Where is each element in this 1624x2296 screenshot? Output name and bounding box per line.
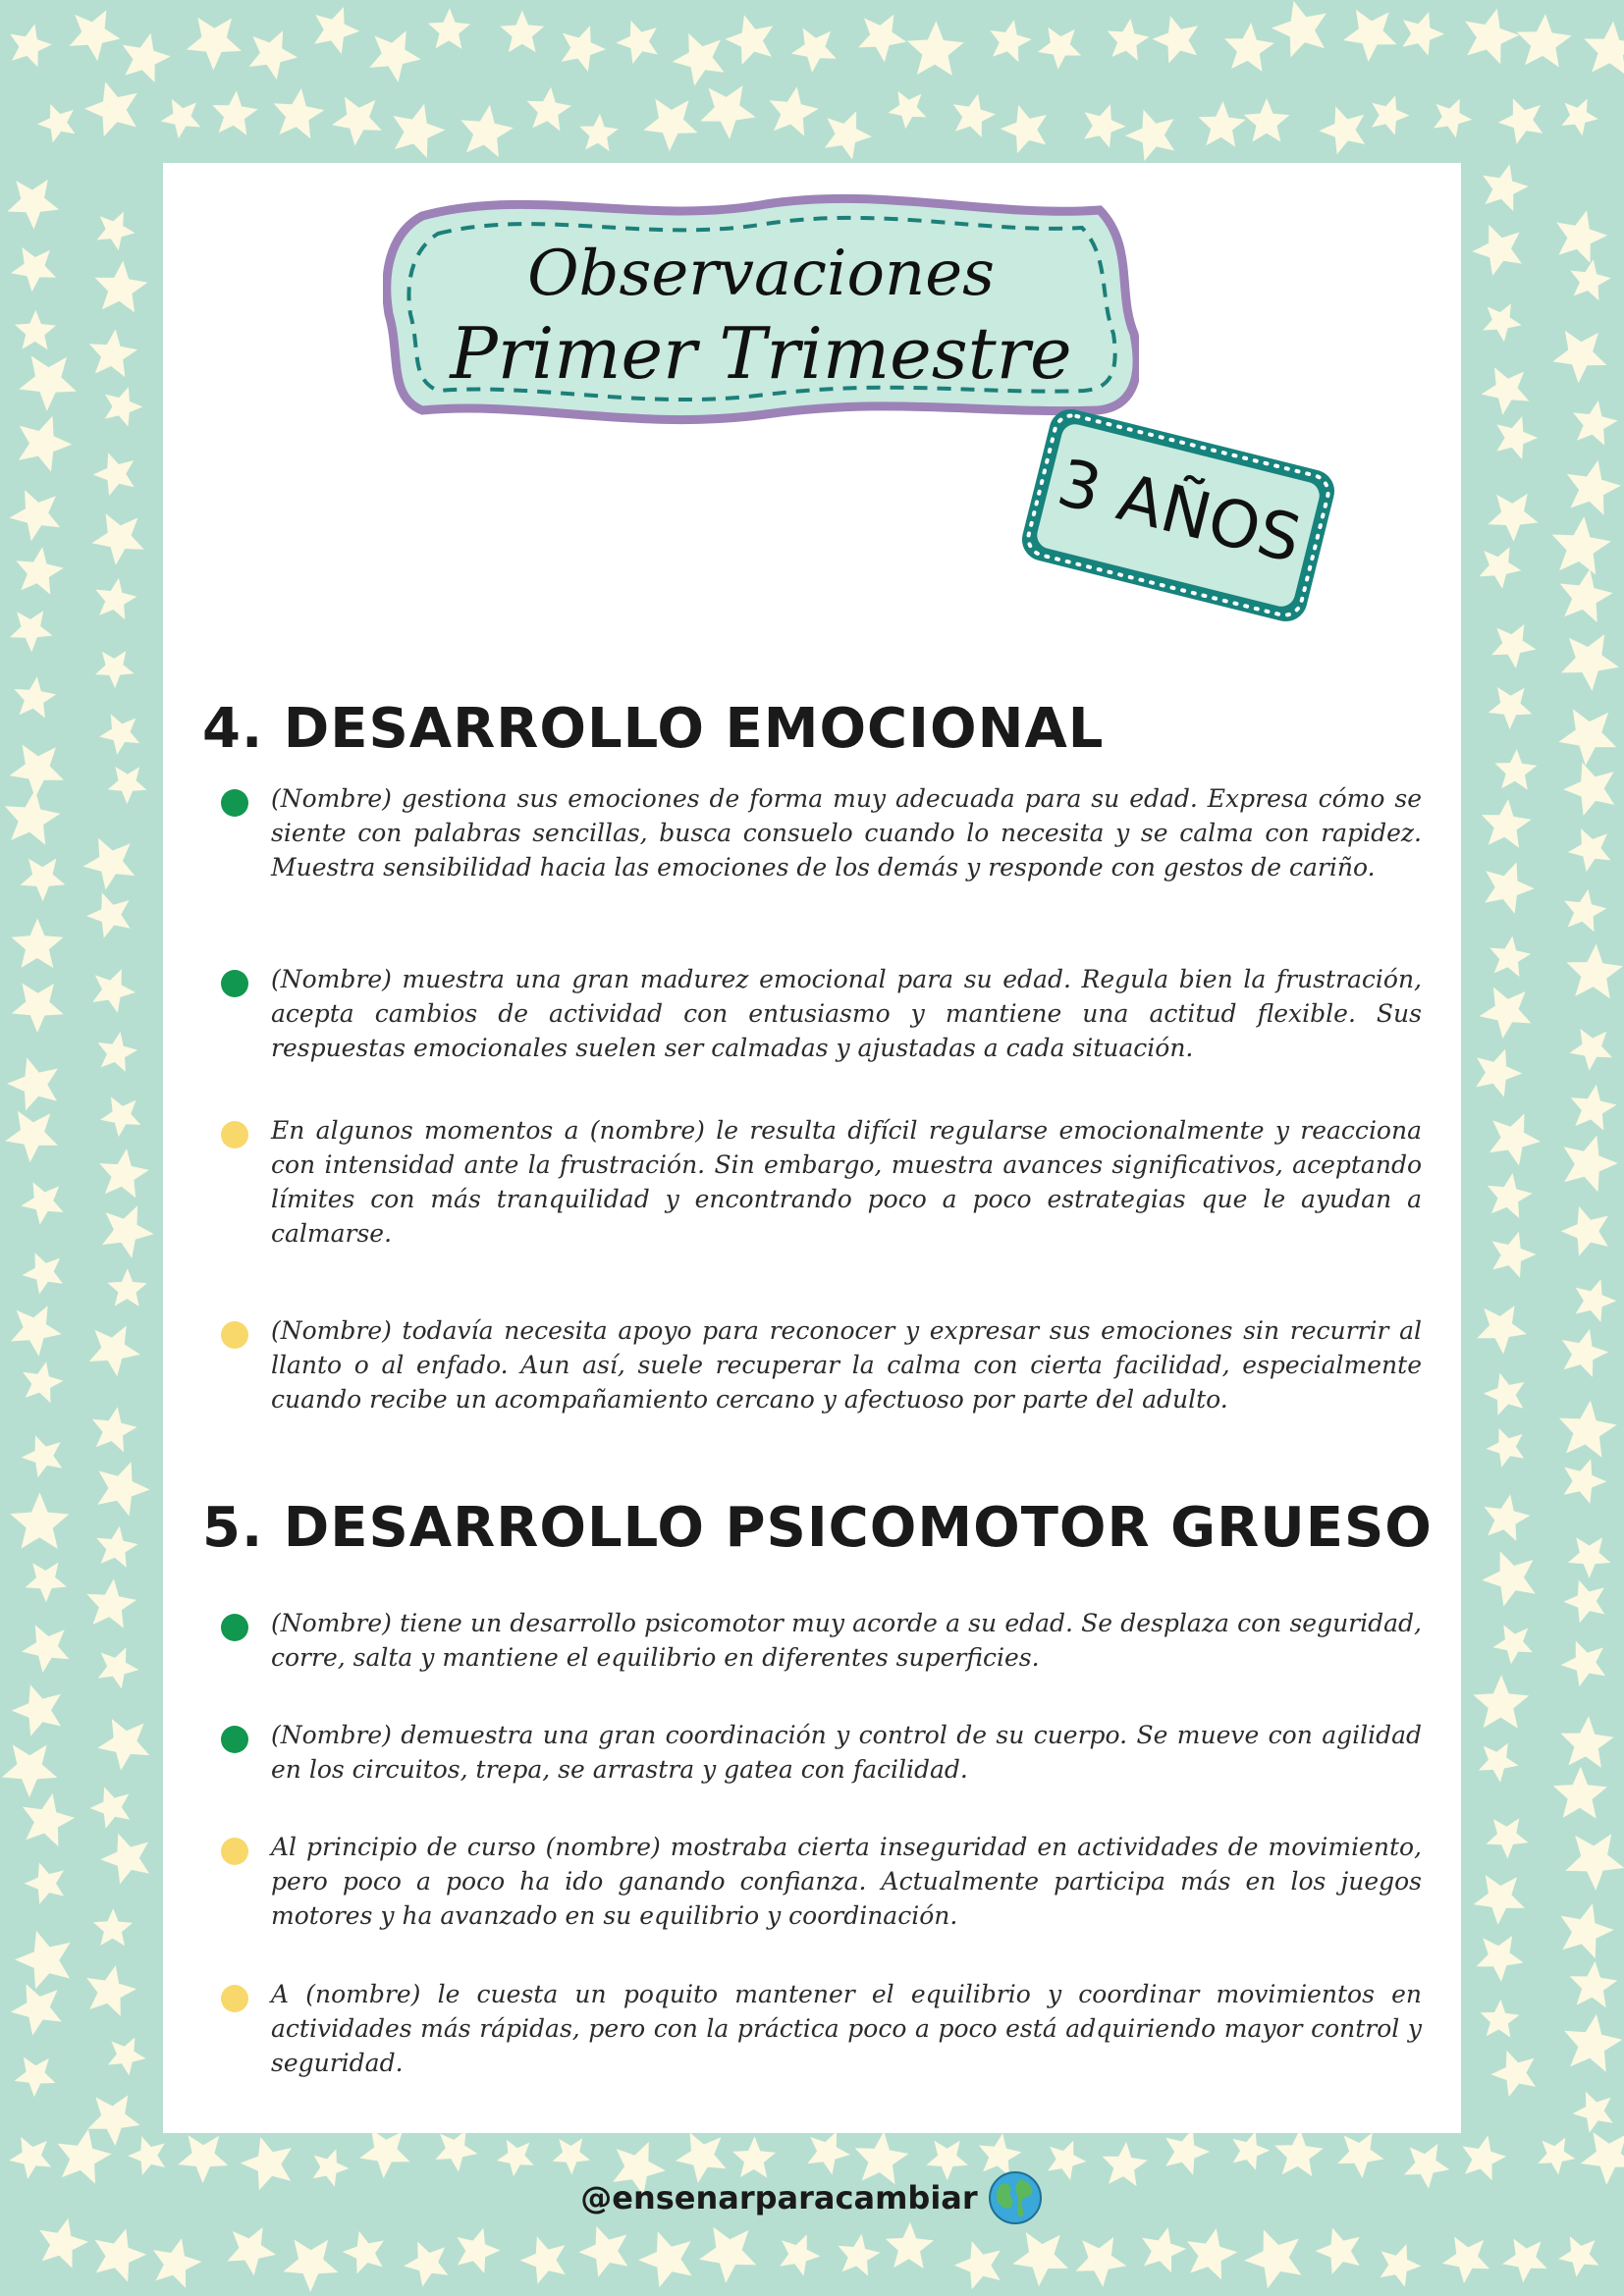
star-icon bbox=[10, 490, 61, 541]
star-icon bbox=[1482, 799, 1532, 848]
star-icon bbox=[1558, 709, 1616, 766]
star-icon bbox=[1319, 106, 1365, 154]
star-icon bbox=[1494, 749, 1537, 790]
star-icon bbox=[16, 547, 64, 594]
star-icon bbox=[86, 892, 131, 937]
star-icon bbox=[807, 2131, 850, 2174]
item-text: (Nombre) demuestra una gran coordinación y control de su cuerpo. Se mueve con agilidad en los circuitos, trepa, se arrastra y gatea con facilidad. bbox=[271, 1721, 1422, 1784]
star-icon bbox=[725, 15, 773, 65]
star-icon bbox=[15, 310, 56, 349]
star-icon bbox=[907, 21, 964, 76]
star-icon bbox=[579, 114, 619, 151]
star-icon bbox=[643, 99, 697, 151]
star-icon bbox=[70, 10, 121, 61]
star-icon bbox=[1484, 1373, 1525, 1415]
star-icon bbox=[37, 104, 75, 142]
star-icon bbox=[153, 2238, 201, 2288]
star-icon bbox=[1561, 1206, 1608, 1256]
star-icon bbox=[1473, 1675, 1529, 1728]
star-icon bbox=[1482, 1551, 1536, 1606]
star-icon bbox=[1561, 1903, 1614, 1958]
star-icon bbox=[1568, 1537, 1611, 1577]
star-icon bbox=[249, 30, 298, 80]
star-icon bbox=[1567, 944, 1623, 999]
star-icon bbox=[1038, 27, 1081, 70]
star-icon bbox=[1442, 2237, 1489, 2284]
star-icon bbox=[98, 1647, 139, 1688]
star-icon bbox=[1485, 862, 1535, 914]
star-icon bbox=[1012, 2232, 1068, 2286]
star-icon bbox=[343, 2231, 384, 2274]
star-icon bbox=[1402, 12, 1444, 56]
star-icon bbox=[1560, 569, 1613, 622]
star-icon bbox=[888, 91, 926, 129]
item-text: En algunos momentos a (nombre) le resulta difícil regularse emocionalmente y reacciona con intensidad ante la frustración. Sin embargo, muestra avances significativos, aceptando límites con más tranquilidad y encontrando poco a poco estrategias que le ayudan a calmarse. bbox=[271, 1116, 1422, 1248]
star-icon bbox=[1561, 634, 1619, 691]
star-icon bbox=[10, 745, 65, 798]
star-icon bbox=[1483, 164, 1529, 211]
star-icon bbox=[886, 2222, 934, 2269]
star-icon bbox=[858, 15, 906, 63]
star-icon bbox=[1489, 1114, 1541, 1166]
star-icon bbox=[393, 104, 445, 158]
star-icon bbox=[1564, 889, 1606, 933]
status-dot-green bbox=[221, 1614, 248, 1641]
star-icon bbox=[5, 790, 61, 845]
star-icon bbox=[460, 105, 514, 157]
item-text: (Nombre) gestiona sus emociones de forma muy adecuada para su edad. Expresa cómo se siente con palabras sencillas, busca consuelo cuando lo necesita y se calma con rapidez. Muestra sensibilidad hacia las emociones de los demás y responde con gestos de cariño. bbox=[271, 784, 1422, 881]
star-icon bbox=[1316, 2228, 1360, 2275]
star-icon bbox=[1487, 1818, 1529, 1858]
star-icon bbox=[616, 21, 658, 64]
star-icon bbox=[1564, 1459, 1607, 1504]
star-icon bbox=[1517, 14, 1572, 68]
star-icon bbox=[1244, 2229, 1301, 2288]
star-icon bbox=[95, 651, 135, 688]
star-icon bbox=[457, 2228, 500, 2273]
star-icon bbox=[1502, 2239, 1547, 2283]
star-icon bbox=[11, 1984, 62, 2036]
star-icon bbox=[314, 7, 359, 54]
star-icon bbox=[1465, 9, 1519, 65]
star-icon bbox=[1576, 1279, 1617, 1322]
star-icon bbox=[1485, 1494, 1531, 1541]
star-icon bbox=[2, 1744, 58, 1797]
item-text: Al principio de curso (nombre) mostraba cierta inseguridad en actividades de movimiento, pero poco a poco ha ido ganando confianza. Actualmente participa más en los juegos motores y ha avanzado en su equilibrio y coordinación. bbox=[271, 1833, 1422, 1930]
star-icon bbox=[1380, 2244, 1422, 2287]
star-icon bbox=[11, 247, 56, 292]
star-icon bbox=[1434, 99, 1472, 138]
social-handle: @ensenarparacambiar bbox=[580, 2179, 978, 2216]
item-text: (Nombre) todavía necesita apoyo para reconocer y expresar sus emociones sin recurrir al llanto o al enfado. Aun así, suele recuperar la calma con cierta facilidad, especialmente cuando recibe un acompañamiento cercano y afectuoso por parte del adulto. bbox=[271, 1316, 1422, 1414]
star-icon bbox=[1372, 95, 1410, 134]
star-icon bbox=[15, 1931, 71, 1989]
star-icon bbox=[86, 1578, 136, 1628]
star-icon bbox=[1568, 828, 1611, 872]
star-icon bbox=[92, 513, 144, 565]
star-icon bbox=[98, 1032, 138, 1072]
star-icon bbox=[1563, 763, 1614, 816]
star-icon bbox=[1561, 99, 1598, 136]
globe-icon bbox=[987, 2169, 1044, 2226]
star-icon bbox=[86, 1965, 136, 2016]
star-icon bbox=[1567, 460, 1621, 515]
star-icon bbox=[89, 1326, 140, 1377]
status-dot-green bbox=[221, 1726, 248, 1753]
star-icon bbox=[1488, 494, 1538, 542]
star-icon bbox=[1224, 23, 1274, 72]
star-icon bbox=[1489, 687, 1533, 729]
star-icon bbox=[1556, 210, 1607, 263]
star-icon bbox=[97, 1462, 149, 1516]
star-icon bbox=[1563, 1580, 1604, 1624]
star-icon bbox=[1476, 1049, 1522, 1097]
star-icon bbox=[97, 1719, 149, 1771]
star-icon bbox=[1199, 101, 1246, 147]
star-icon bbox=[699, 2227, 756, 2283]
star-icon bbox=[562, 26, 606, 72]
star-icon bbox=[638, 2231, 692, 2287]
star-icon bbox=[1187, 2228, 1237, 2279]
star-icon bbox=[369, 30, 420, 81]
star-icon bbox=[100, 1096, 140, 1137]
status-dot-green bbox=[221, 789, 248, 817]
star-icon bbox=[1477, 1306, 1527, 1355]
star-icon bbox=[1490, 2051, 1536, 2097]
star-icon bbox=[1564, 2014, 1622, 2072]
status-dot-yellow bbox=[221, 1121, 248, 1148]
star-icon bbox=[1489, 936, 1531, 978]
star-icon bbox=[22, 1435, 63, 1477]
star-icon bbox=[1573, 2092, 1613, 2133]
star-icon bbox=[97, 212, 135, 250]
star-icon bbox=[12, 1684, 61, 1736]
star-icon bbox=[95, 2228, 147, 2282]
star-icon bbox=[107, 1268, 146, 1307]
star-icon bbox=[12, 984, 64, 1034]
star-icon bbox=[527, 87, 571, 132]
star-icon bbox=[102, 1205, 154, 1257]
star-icon bbox=[1001, 105, 1047, 153]
star-icon bbox=[1493, 1625, 1533, 1664]
item-text: (Nombre) muestra una gran madurez emocional para su edad. Regula bien la frustración, acepta cambios de actividad con entusiasmo y mantiene una actitud flexible. Sus respuestas emocionales suelen ser calmadas y ajustadas a cada situación. bbox=[271, 965, 1422, 1062]
star-icon bbox=[5, 1111, 58, 1163]
star-icon bbox=[10, 611, 53, 652]
star-icon bbox=[108, 2038, 146, 2076]
star-icon bbox=[1558, 2236, 1599, 2277]
star-icon bbox=[105, 387, 143, 427]
star-icon bbox=[1560, 1716, 1613, 1768]
star-icon bbox=[14, 676, 56, 718]
star-icon bbox=[1076, 2237, 1127, 2287]
star-icon bbox=[1552, 516, 1611, 575]
star-icon bbox=[7, 180, 59, 230]
star-icon bbox=[92, 969, 135, 1013]
star-icon bbox=[404, 2242, 448, 2287]
star-icon bbox=[25, 1863, 64, 1904]
star-icon bbox=[1562, 1329, 1608, 1377]
footer bbox=[0, 2169, 1624, 2226]
star-icon bbox=[1492, 1232, 1537, 1278]
star-icon bbox=[578, 2226, 627, 2277]
star-icon bbox=[10, 24, 52, 67]
star-icon bbox=[839, 2234, 881, 2276]
star-icon bbox=[1561, 1641, 1606, 1687]
star-icon bbox=[89, 329, 137, 377]
star-icon bbox=[19, 416, 73, 472]
star-icon bbox=[1570, 259, 1611, 300]
section-title-psicomotor: 5. DESARROLLO PSICOMOTOR GRUESO bbox=[202, 1496, 1433, 1560]
star-icon bbox=[1244, 98, 1290, 142]
star-icon bbox=[84, 81, 137, 136]
star-icon bbox=[1571, 1085, 1617, 1131]
status-dot-green bbox=[221, 970, 248, 997]
star-icon bbox=[1570, 1961, 1618, 2008]
star-icon bbox=[1142, 2227, 1186, 2272]
star-icon bbox=[1474, 1875, 1525, 1925]
star-icon bbox=[22, 1625, 70, 1673]
star-icon bbox=[11, 1306, 62, 1357]
star-icon bbox=[1482, 367, 1530, 414]
star-icon bbox=[21, 859, 66, 902]
status-dot-yellow bbox=[221, 1985, 248, 2012]
star-icon bbox=[1481, 2000, 1520, 2038]
star-icon bbox=[1559, 1401, 1617, 1458]
star-icon bbox=[19, 356, 77, 411]
star-icon bbox=[283, 2240, 338, 2293]
star-icon bbox=[791, 28, 837, 73]
star-icon bbox=[99, 1148, 149, 1198]
title-line-1: Observaciones bbox=[527, 238, 995, 310]
star-icon bbox=[21, 1182, 63, 1224]
star-icon bbox=[1491, 624, 1536, 668]
star-icon bbox=[93, 1908, 133, 1946]
star-icon bbox=[1488, 1173, 1533, 1218]
star-icon bbox=[95, 578, 136, 619]
title-banner bbox=[383, 187, 1139, 432]
star-icon bbox=[1165, 2129, 1210, 2175]
star-icon bbox=[428, 8, 470, 49]
star-icon bbox=[227, 2227, 276, 2275]
star-icon bbox=[1479, 1743, 1519, 1783]
star-icon bbox=[83, 838, 135, 890]
star-icon bbox=[1573, 400, 1618, 446]
status-dot-yellow bbox=[221, 1838, 248, 1865]
star-icon bbox=[435, 2130, 477, 2172]
star-icon bbox=[954, 2241, 1001, 2289]
star-icon bbox=[1272, 1, 1326, 58]
star-icon bbox=[7, 1057, 58, 1110]
star-icon bbox=[520, 2236, 566, 2283]
star-icon bbox=[23, 1362, 63, 1403]
star-icon bbox=[161, 99, 201, 138]
star-icon bbox=[10, 1492, 69, 1549]
star-icon bbox=[1472, 225, 1522, 276]
star-icon bbox=[93, 453, 135, 496]
star-icon bbox=[187, 18, 242, 71]
star-icon bbox=[825, 111, 872, 159]
star-icon bbox=[1498, 98, 1543, 144]
star-icon bbox=[332, 97, 382, 146]
star-icon bbox=[11, 919, 63, 969]
star-icon bbox=[123, 33, 171, 82]
star-icon bbox=[770, 86, 819, 135]
star-icon bbox=[1483, 303, 1522, 342]
age-label: 3 AÑOS bbox=[1050, 444, 1309, 578]
star-icon bbox=[1552, 331, 1606, 384]
star-icon bbox=[1480, 988, 1532, 1039]
star-icon bbox=[1570, 1029, 1612, 1071]
star-icon bbox=[15, 2057, 56, 2098]
star-icon bbox=[23, 1253, 64, 1294]
star-icon bbox=[26, 1563, 67, 1603]
star-icon bbox=[108, 767, 147, 804]
title-line-2: Primer Trimestre bbox=[450, 312, 1072, 395]
star-icon bbox=[1108, 19, 1150, 61]
star-icon bbox=[95, 261, 148, 313]
section-title-emocional: 4. DESARROLLO EMOCIONAL bbox=[202, 697, 1105, 761]
star-icon bbox=[953, 94, 996, 138]
star-icon bbox=[1343, 10, 1397, 62]
star-icon bbox=[1565, 1834, 1624, 1891]
star-icon bbox=[99, 715, 139, 755]
star-icon bbox=[1480, 547, 1522, 589]
star-icon bbox=[1153, 16, 1199, 63]
star-icon bbox=[100, 1834, 149, 1885]
star-icon bbox=[1232, 2131, 1270, 2170]
star-icon bbox=[1487, 1428, 1525, 1468]
star-icon bbox=[500, 11, 544, 53]
star-icon bbox=[1125, 110, 1174, 161]
star-icon bbox=[700, 85, 755, 139]
star-icon bbox=[1553, 1767, 1607, 1819]
star-icon bbox=[87, 2095, 139, 2146]
star-icon bbox=[780, 2234, 820, 2275]
star-icon bbox=[274, 88, 325, 138]
star-icon bbox=[673, 33, 725, 86]
star-icon bbox=[96, 1526, 137, 1568]
star-icon bbox=[1564, 1136, 1618, 1193]
star-icon bbox=[990, 20, 1032, 62]
item-text: A (nombre) le cuesta un poquito mantener el equilibrio y coordinar movimientos en actividades más rápidas, pero con la práctica poco a poco está adquiriendo mayor control y seguridad. bbox=[271, 1980, 1422, 2077]
star-icon bbox=[212, 90, 257, 135]
star-icon bbox=[92, 1407, 137, 1452]
star-icon bbox=[1084, 104, 1126, 147]
status-dot-yellow bbox=[221, 1321, 248, 1349]
star-icon bbox=[1496, 416, 1538, 459]
star-icon bbox=[89, 1787, 130, 1829]
star-icon bbox=[23, 1793, 75, 1846]
star-icon bbox=[1477, 1936, 1524, 1982]
item-text: (Nombre) tiene un desarrollo psicomotor muy acorde a su edad. Se desplaza con seguridad, corre, salta y mantiene el equilibrio en diferentes superficies. bbox=[271, 1609, 1422, 1672]
star-icon bbox=[1584, 22, 1624, 76]
